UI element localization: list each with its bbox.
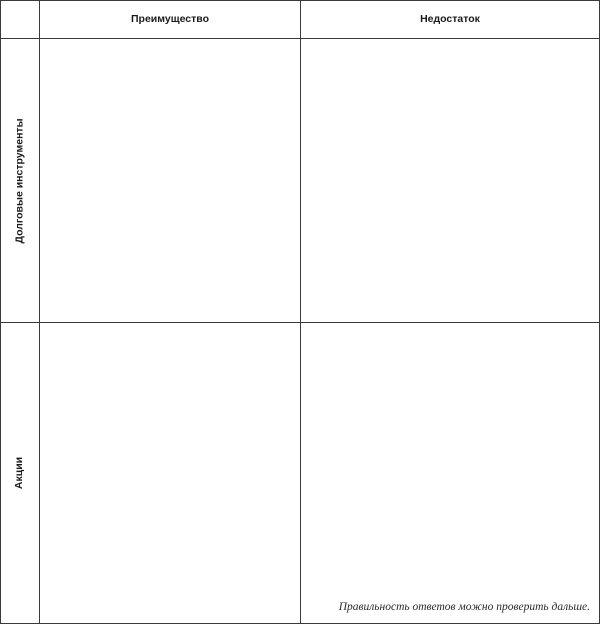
cell-debt-advantage[interactable] [40,39,300,322]
column-header-disadvantage: Недостаток [420,13,480,25]
row-header-debt-instruments [0,39,39,322]
column-header-advantage: Преимущество [131,13,209,25]
cell-stocks-advantage[interactable] [40,323,300,623]
row-header-stocks [0,323,39,623]
row-header-label: Долговые инструменты [13,117,26,244]
cell-debt-disadvantage[interactable] [301,39,599,322]
cell-stocks-disadvantage[interactable] [301,323,599,623]
answers-note: Правильность ответов можно проверить дальше. [338,601,590,613]
row-header-label: Акции [13,456,26,490]
